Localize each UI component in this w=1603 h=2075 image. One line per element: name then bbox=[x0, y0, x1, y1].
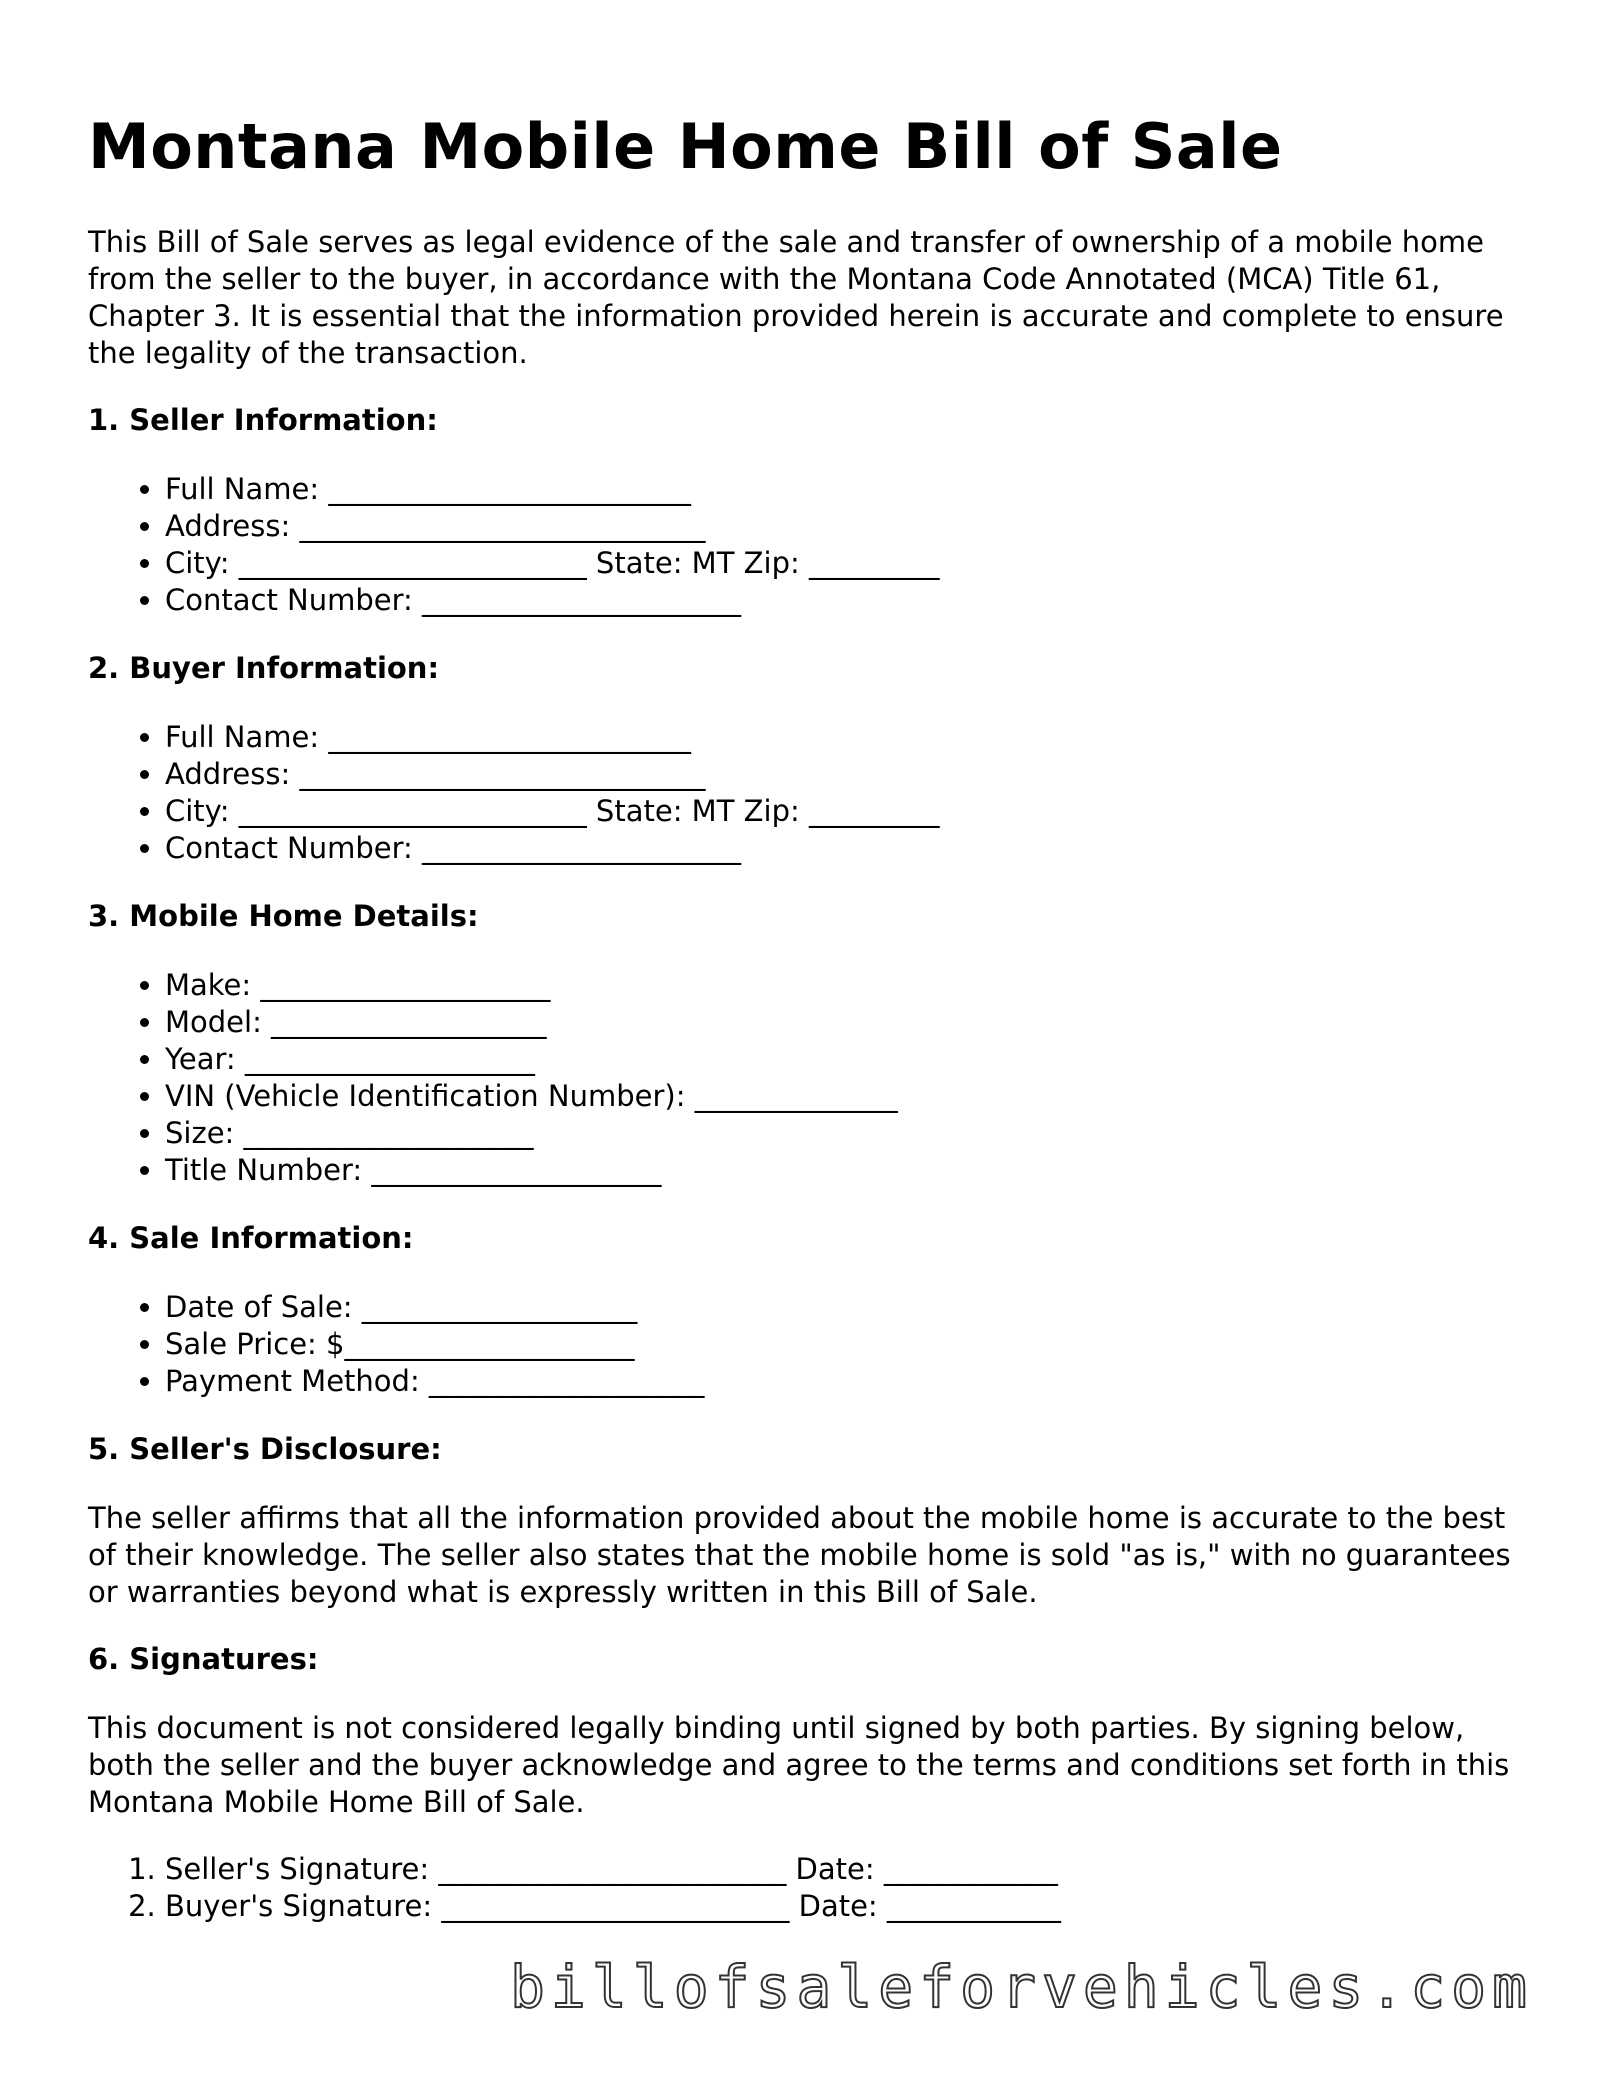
seller-full-name-field: • Full Name: _________________________ bbox=[165, 471, 1528, 508]
home-fields-list bbox=[88, 967, 1528, 1189]
document-title: Montana Mobile Home Bill of Sale bbox=[88, 110, 1283, 183]
sale-payment-method-field: • Payment Method: ___________________ bbox=[165, 1363, 1528, 1400]
seller-fields-list bbox=[88, 471, 1528, 619]
buyer-contact-number-field: • Contact Number: ______________________ bbox=[165, 830, 1528, 867]
home-model-field: • Model: ___________________ bbox=[165, 1004, 1528, 1041]
sale-section-heading: 4. Sale Information: bbox=[88, 1221, 414, 1256]
seller-contact-number-field: • Contact Number: ______________________ bbox=[165, 582, 1528, 619]
seller-section-heading: 1. Seller Information: bbox=[88, 403, 438, 438]
home-make-field: • Make: ____________________ bbox=[165, 967, 1528, 1004]
seller-signature-line: 1. Seller's Signature: ________________________ Date: ____________ bbox=[165, 1851, 1528, 1888]
seller-address-field: • Address: ____________________________ bbox=[165, 508, 1528, 545]
sale-date-field: • Date of Sale: ___________________ bbox=[165, 1289, 1528, 1326]
sale-price-field: • Sale Price: $____________________ bbox=[165, 1326, 1528, 1363]
intro-paragraph: This Bill of Sale serves as legal evidence of the sale and transfer of ownership of a mobile home from the seller to the buyer, in accordance with the Montana Code Annotated (MCA) Title 61, Chapter 3. It is essential that the information provided herein is accurate and complete to ensure the legality of the transaction. bbox=[88, 225, 1504, 371]
home-year-field: • Year: ____________________ bbox=[165, 1041, 1528, 1078]
buyer-signature-line: 2. Buyer's Signature: ________________________ Date: ____________ bbox=[165, 1888, 1528, 1925]
home-size-field: • Size: ____________________ bbox=[165, 1115, 1528, 1152]
sale-fields-list bbox=[88, 1289, 1528, 1400]
buyer-city-state-zip-field: • City: ________________________ State: MT Zip: _________ bbox=[165, 793, 1528, 830]
signatures-paragraph: This document is not considered legally binding until signed by both parties. By signing below, both the seller and the buyer acknowledge and agree to the terms and conditions set forth in this Montana Mobile Home Bill of Sale. bbox=[88, 1711, 1510, 1820]
buyer-fields-list bbox=[88, 719, 1528, 867]
signatures-section-heading: 6. Signatures: bbox=[88, 1642, 319, 1677]
buyer-full-name-field: • Full Name: _________________________ bbox=[165, 719, 1528, 756]
buyer-address-field: • Address: ____________________________ bbox=[165, 756, 1528, 793]
disclosure-paragraph: The seller affirms that all the information provided about the mobile home is accurate to the best of their knowledge. The seller also states that the mobile home is sold "as is," with no guarantees or warranties beyond what is expressly written in this Bill of Sale. bbox=[88, 1501, 1511, 1610]
buyer-section-heading: 2. Buyer Information: bbox=[88, 651, 440, 686]
watermark-text: billofsaleforvehicles.com bbox=[510, 1953, 1533, 2021]
disclosure-section-heading: 5. Seller's Disclosure: bbox=[88, 1432, 442, 1467]
home-title-number-field: • Title Number: ____________________ bbox=[165, 1152, 1528, 1189]
seller-city-state-zip-field: • City: ________________________ State: MT Zip: _________ bbox=[165, 545, 1528, 582]
document-page bbox=[88, 100, 1528, 1956]
home-vin-field: • VIN (Vehicle Identification Number): ______________ bbox=[165, 1078, 1528, 1115]
signatures-list bbox=[88, 1851, 1528, 1925]
home-section-heading: 3. Mobile Home Details: bbox=[88, 899, 479, 934]
